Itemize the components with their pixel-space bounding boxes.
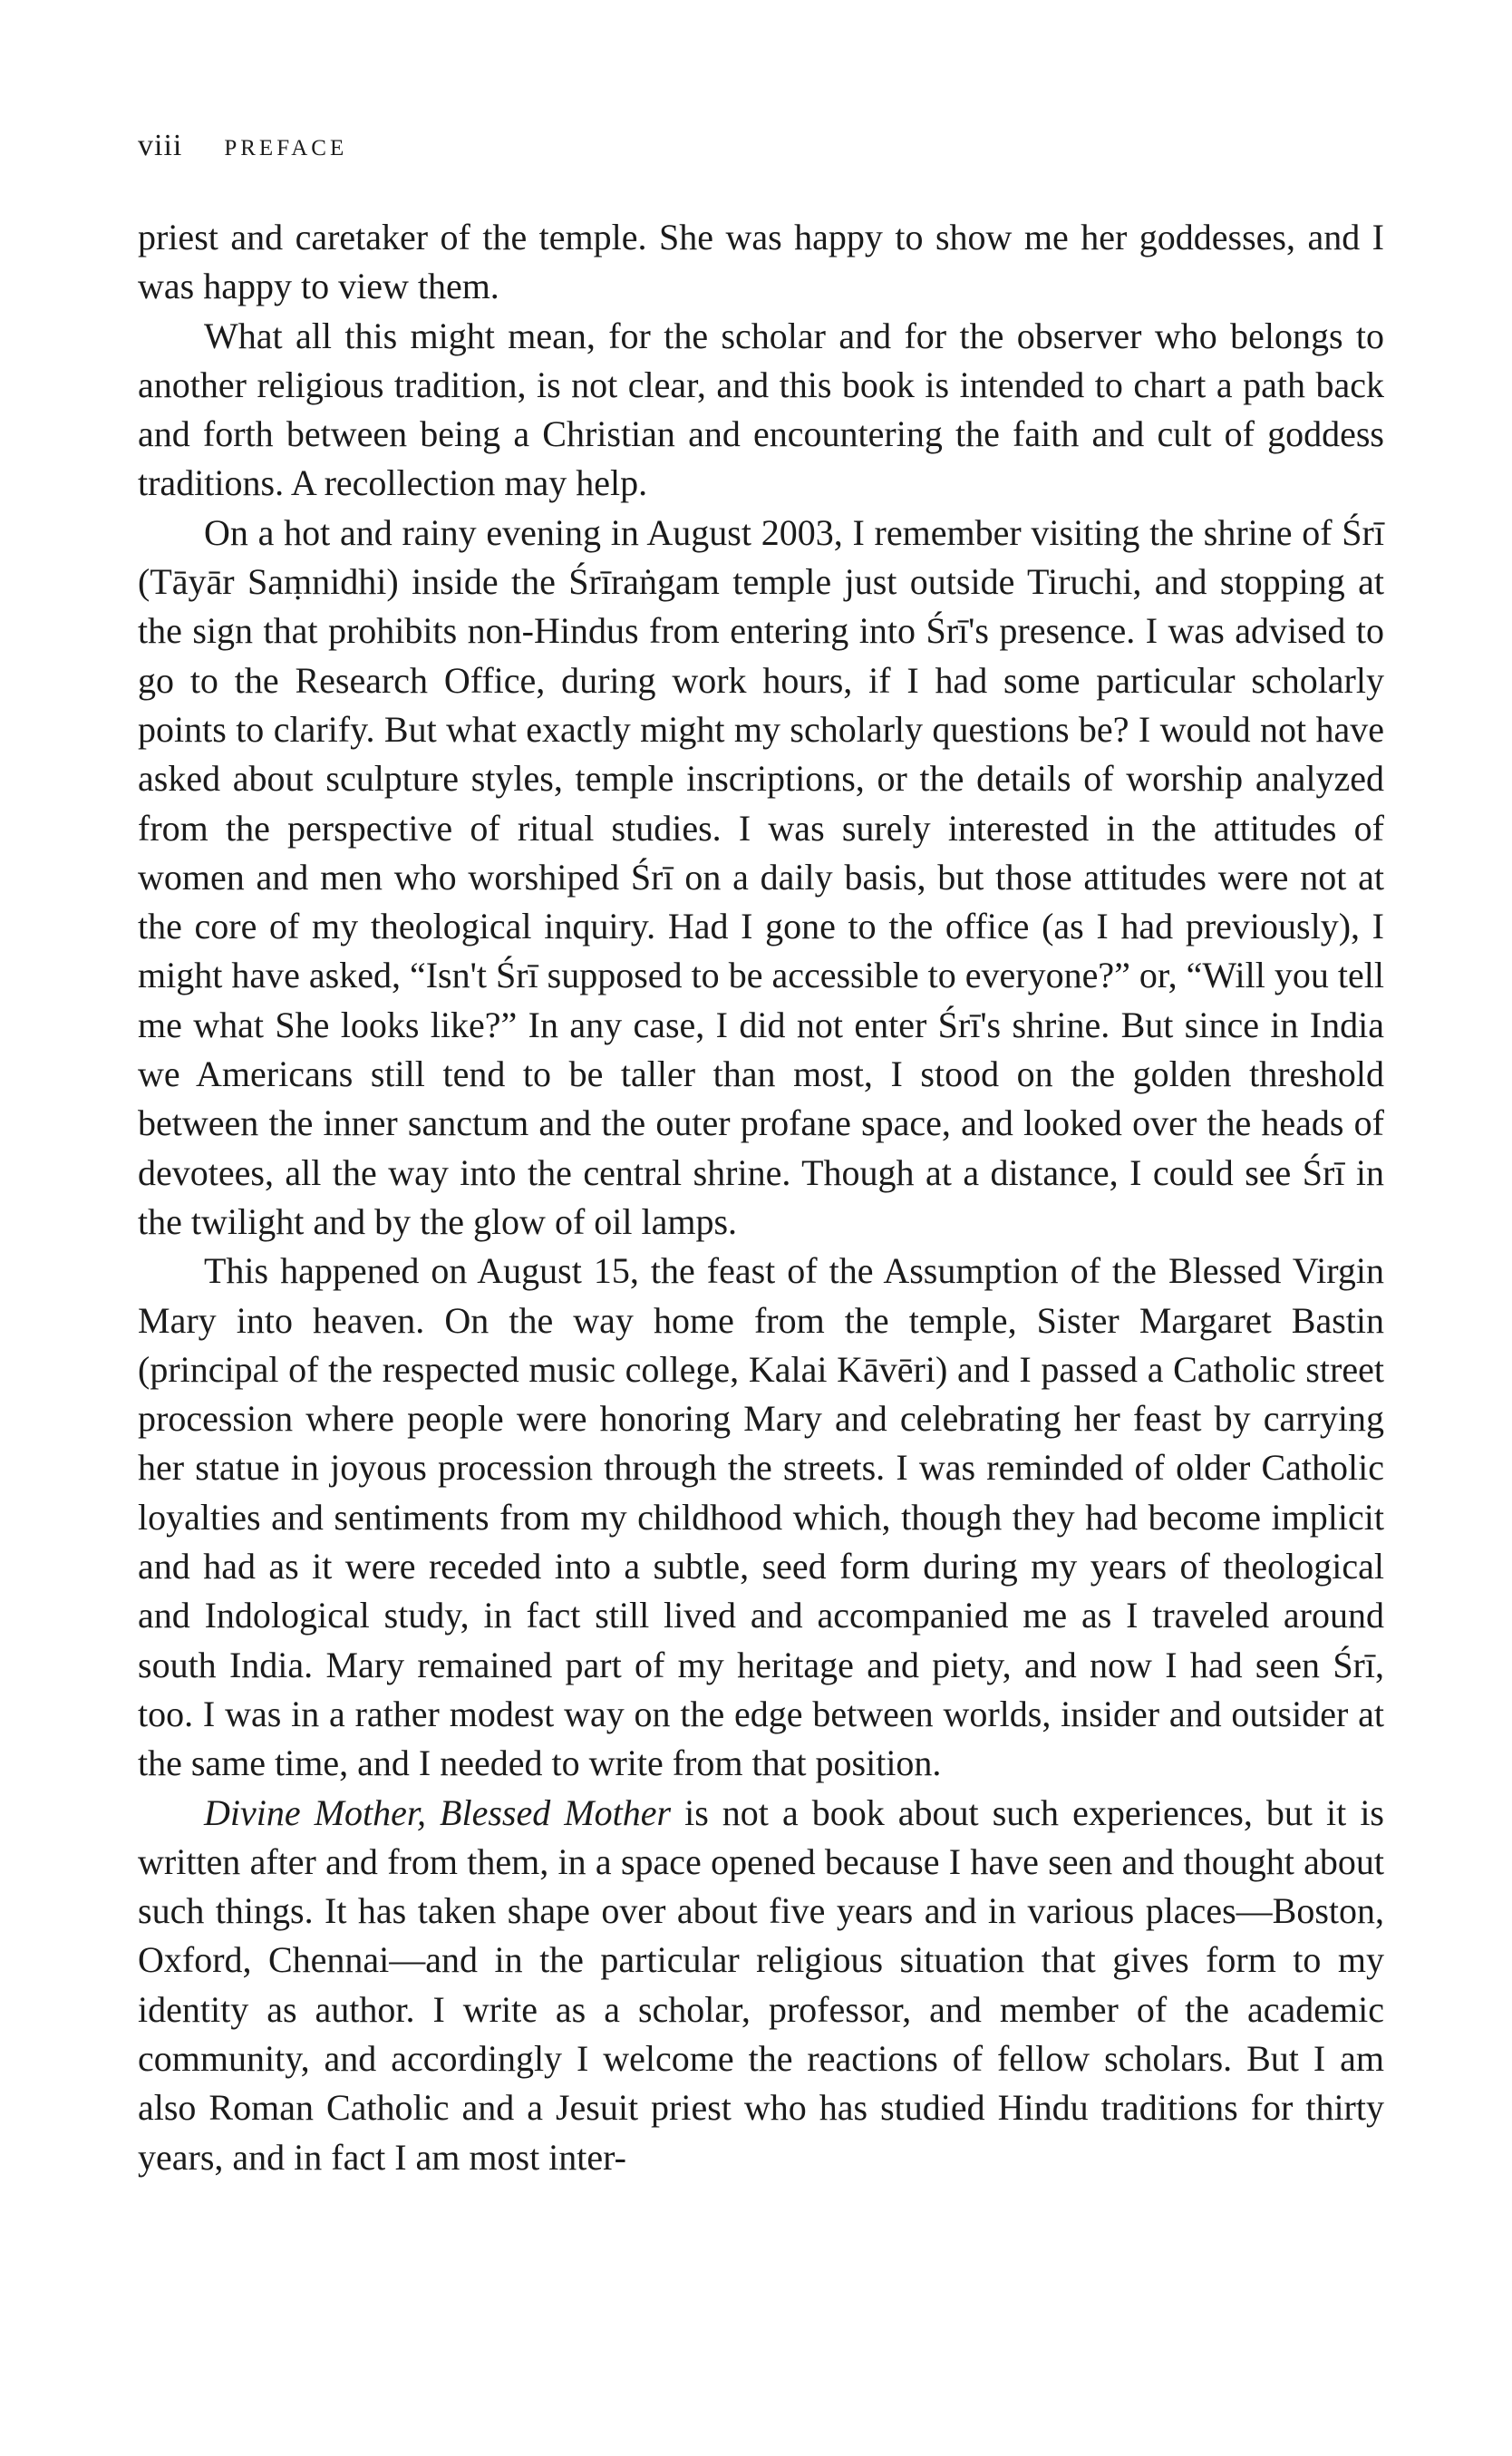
paragraph-2: What all this might mean, for the scholar and for the observer who belongs to another religious tradition, is not clear, and this book is intended to chart a path back and forth between being a Christian and encountering the faith and cult of goddess traditions. A recollection may help.	[138, 315, 1384, 504]
paragraph-5-text: is not a book about such experiences, but it is written after and from them, in a space opened because I have seen and thought about such things. It has taken shape over about five years and in various places—Boston, Oxford, Chennai—and in the particular religious situation that gives form to my identity as author. I write as a scholar, professor, and member of the academic community, and accordingly I welcome the reactions of fellow scholars. But I am also Roman Catholic and a Jesuit priest who has studied Hindu traditions for thirty years, and in fact I am most inter-	[138, 1791, 1384, 2178]
running-head	[138, 129, 347, 174]
body-text	[138, 213, 1384, 2182]
page-number: viii	[138, 129, 183, 162]
paragraph-5	[138, 1789, 1384, 2182]
section-title: PREFACE	[224, 136, 348, 160]
book-title: Divine Mother, Blessed Mother	[204, 1791, 672, 1833]
paragraph-4: This happened on August 15, the feast of the Assumption of the Blessed Virgin Mary into heaven. On the way home from the temple, Sister Margaret Bastin (principal of the respected music college, Kalai Kāvēri) and I passed a Catholic street procession where people were honoring Mary and celebrating her feast by carrying her statue in joyous procession through the streets. I was reminded of older Catholic loyalties and sentiments from my childhood which, though they had become implicit and had as it were receded into a subtle, seed form during my years of theological and Indological study, in fact still lived and accompanied me as I traveled around south India. Mary remained part of my heritage and piety, and now I had seen Śrī, too. I was in a rather modest way on the edge between worlds, insider and outsider at the same time, and I needed to write from that position.	[138, 1250, 1384, 1784]
paragraph-3: On a hot and rainy evening in August 2003, I remember visiting the shrine of Śrī (Tāyār Saṃnidhi) inside the Śrīraṅgam temple just outside Tiruchi, and stopping at the sign that prohibits non-Hindus from entering into Śrī's presence. I was advised to go to the Research Office, during work hours, if I had some particular scholarly points to clarify. But what exactly might my scholarly questions be? I would not have asked about sculpture styles, temple inscriptions, or the details of worship analyzed from the perspective of ritual studies. I was surely interested in the attitudes of women and men who worshiped Śrī on a daily basis, but those attitudes were not at the core of my theological inquiry. Had I gone to the office (as I had previously), I might have asked, “Isn't Śrī supposed to be accessible to everyone?” or, “Will you tell me what She looks like?” In any case, I did not enter Śrī's shrine. But since in India we Americans still tend to be taller than most, I stood on the golden threshold between the inner sanctum and the outer profane space, and looked over the heads of devotees, all the way into the central shrine. Though at a distance, I could see Śrī in the twilight and by the glow of oil lamps.	[138, 511, 1384, 1242]
paragraph-1: priest and caretaker of the temple. She was happy to show me her goddesses, and I was happy to view them.	[138, 217, 1384, 307]
